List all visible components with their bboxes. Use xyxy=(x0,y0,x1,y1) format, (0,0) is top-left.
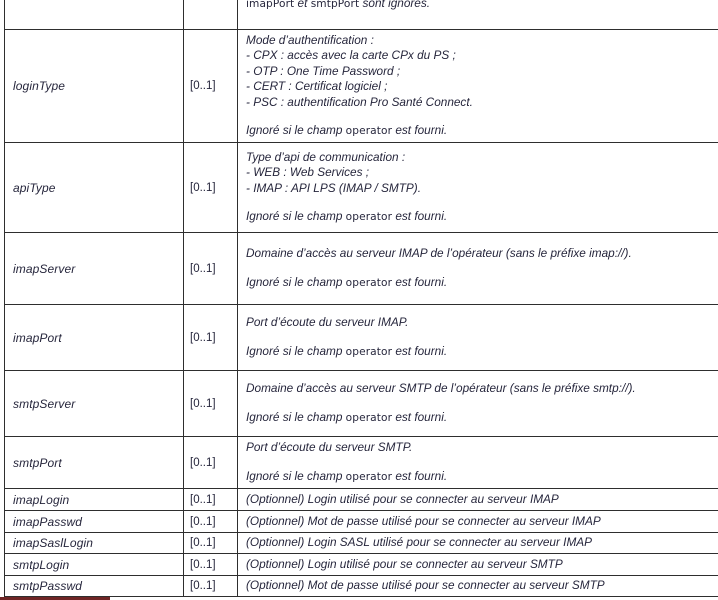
description-text: Ignoré si le champ xyxy=(246,123,346,137)
description-line xyxy=(246,315,718,331)
table-row xyxy=(5,437,718,489)
table-row xyxy=(5,489,718,511)
description-text: est fourni. xyxy=(392,343,448,358)
blank-line xyxy=(246,262,718,275)
field-name-cell: imapLogin xyxy=(5,489,184,510)
description-line xyxy=(246,48,718,64)
description-cell xyxy=(238,576,718,596)
description-text: (Optionnel) Login utilisé pour se connecter au serveur IMAP xyxy=(246,491,559,506)
description-text: - IMAP : API LPS (IMAP / SMTP). xyxy=(246,180,422,195)
description-line xyxy=(246,344,718,361)
field-name-cell: smtpServer xyxy=(5,371,184,436)
description-text: est fourni. xyxy=(392,468,448,483)
description-text: Ignoré si le champ xyxy=(246,468,346,483)
description-cell xyxy=(238,489,718,510)
description-line xyxy=(246,123,718,140)
table-row xyxy=(5,0,718,30)
description-line xyxy=(246,440,718,456)
blank-line xyxy=(246,110,718,123)
description-text: sont ignorés. xyxy=(359,0,431,11)
description-text: (Optionnel) Mot de passe utilisé pour se connecter au serveur SMTP xyxy=(246,578,605,593)
description-line xyxy=(246,33,718,49)
description-text: (Optionnel) Mot de passe utilisé pour se connecter au serveur IMAP xyxy=(246,513,601,528)
description-text: - PSC : authentification Pro Santé Connect. xyxy=(246,94,473,109)
field-reference-text: operator xyxy=(345,125,393,137)
description-text: est fourni. xyxy=(392,409,448,424)
field-name-cell: apiType xyxy=(5,143,184,232)
table-row xyxy=(5,305,718,371)
cardinality-cell: [0..1] xyxy=(184,371,238,436)
description-cell xyxy=(238,371,718,436)
field-name-cell: loginType xyxy=(5,30,184,142)
description-line xyxy=(246,381,718,397)
description-cell xyxy=(238,554,718,575)
description-text: - WEB : Web Services ; xyxy=(246,165,370,179)
blank-line xyxy=(246,331,718,344)
description-text: Ignoré si le champ xyxy=(246,343,346,358)
cardinality-cell: [0..1] xyxy=(184,554,238,575)
table-row xyxy=(5,371,718,437)
description-cell xyxy=(238,0,718,29)
description-cell xyxy=(238,437,718,488)
description-text: Domaine d’accès au serveur SMTP de l’opérateur (sans le préfixe smtp://). xyxy=(246,381,636,395)
field-name-cell: imapServer xyxy=(5,233,184,304)
description-text: Type d’api de communication : xyxy=(246,149,406,164)
description-text: est fourni. xyxy=(392,274,448,289)
description-text: Domaine d’accès au serveur IMAP de l’opérateur (sans le préfixe imap://). xyxy=(246,246,632,260)
field-name-cell: smtpPort xyxy=(5,437,184,488)
cardinality-cell: [0..1] xyxy=(184,437,238,488)
description-line xyxy=(246,0,718,13)
table-row xyxy=(5,511,718,533)
blank-line xyxy=(246,456,718,469)
description-line xyxy=(246,578,718,594)
field-reference-text: imapPort xyxy=(246,0,295,11)
field-name-cell: imapPort xyxy=(5,305,184,370)
field-reference-text: operator xyxy=(345,470,393,483)
description-text: Ignoré si le champ xyxy=(246,274,346,289)
description-text: (Optionnel) Login utilisé pour se connecter au serveur SMTP xyxy=(246,556,563,571)
description-line xyxy=(246,557,718,573)
cardinality-cell: [0..1] xyxy=(184,576,238,596)
description-text: - CPX : accès avec la carte CPx du PS ; xyxy=(246,48,456,62)
blank-line xyxy=(246,196,718,209)
field-reference-text: operator xyxy=(345,411,393,424)
description-text: Port d’écoute du serveur IMAP. xyxy=(246,315,409,329)
description-cell xyxy=(238,533,718,553)
cardinality-cell: [0..1] xyxy=(184,489,238,510)
description-text: - OTP : One Time Password ; xyxy=(246,63,401,78)
description-text: est fourni. xyxy=(392,123,448,137)
description-cell xyxy=(238,30,718,142)
fields-table xyxy=(4,0,718,597)
description-line xyxy=(246,79,718,95)
field-reference-text: smtpPort xyxy=(310,0,360,11)
description-line xyxy=(246,95,718,111)
description-cell xyxy=(238,233,718,304)
description-text: est fourni. xyxy=(392,209,448,223)
table-row xyxy=(5,533,718,554)
field-name-cell: imapPasswd xyxy=(5,511,184,532)
description-line xyxy=(246,410,718,427)
description-line xyxy=(246,535,718,551)
description-line xyxy=(246,246,718,262)
description-line xyxy=(246,275,718,292)
field-name-cell: smtpPasswd xyxy=(5,576,184,596)
field-name-cell: smtpLogin xyxy=(5,554,184,575)
description-line xyxy=(246,150,718,166)
description-text: Ignoré si le champ xyxy=(246,209,346,223)
description-line xyxy=(246,469,718,486)
table-row xyxy=(5,554,718,576)
description-text: Mode d’authentification : xyxy=(246,32,374,47)
table-row xyxy=(5,576,718,597)
description-text: et xyxy=(294,0,311,11)
field-reference-text: operator xyxy=(345,211,393,223)
description-cell xyxy=(238,143,718,232)
cardinality-cell: [0..1] xyxy=(184,30,238,142)
description-text: - CERT : Certificat logiciel ; xyxy=(246,79,388,93)
description-text: Ignoré si le champ xyxy=(246,409,346,424)
description-line xyxy=(246,492,718,508)
description-line xyxy=(246,209,718,226)
field-name-cell: imapSaslLogin xyxy=(5,533,184,553)
blank-line xyxy=(246,397,718,410)
description-text: (Optionnel) Login SASL utilisé pour se connecter au serveur IMAP xyxy=(246,535,593,550)
cardinality-cell: [0..1] xyxy=(184,233,238,304)
cardinality-cell: [0..1] xyxy=(184,511,238,532)
table-row xyxy=(5,143,718,233)
cardinality-cell: [0..1] xyxy=(184,305,238,370)
field-reference-text: operator xyxy=(345,276,393,289)
description-line xyxy=(246,165,718,181)
field-reference-text: operator xyxy=(345,345,393,358)
cardinality-cell: [0..1] xyxy=(184,143,238,232)
description-cell xyxy=(238,511,718,532)
description-cell xyxy=(238,305,718,370)
description-line xyxy=(246,514,718,530)
description-line xyxy=(246,181,718,197)
description-line xyxy=(246,64,718,80)
cardinality-cell: [0..1] xyxy=(184,533,238,553)
cardinality-cell xyxy=(184,0,238,29)
table-row xyxy=(5,30,718,143)
field-name-cell xyxy=(5,0,184,29)
table-row xyxy=(5,233,718,305)
description-text: Port d’écoute du serveur SMTP. xyxy=(246,440,413,454)
